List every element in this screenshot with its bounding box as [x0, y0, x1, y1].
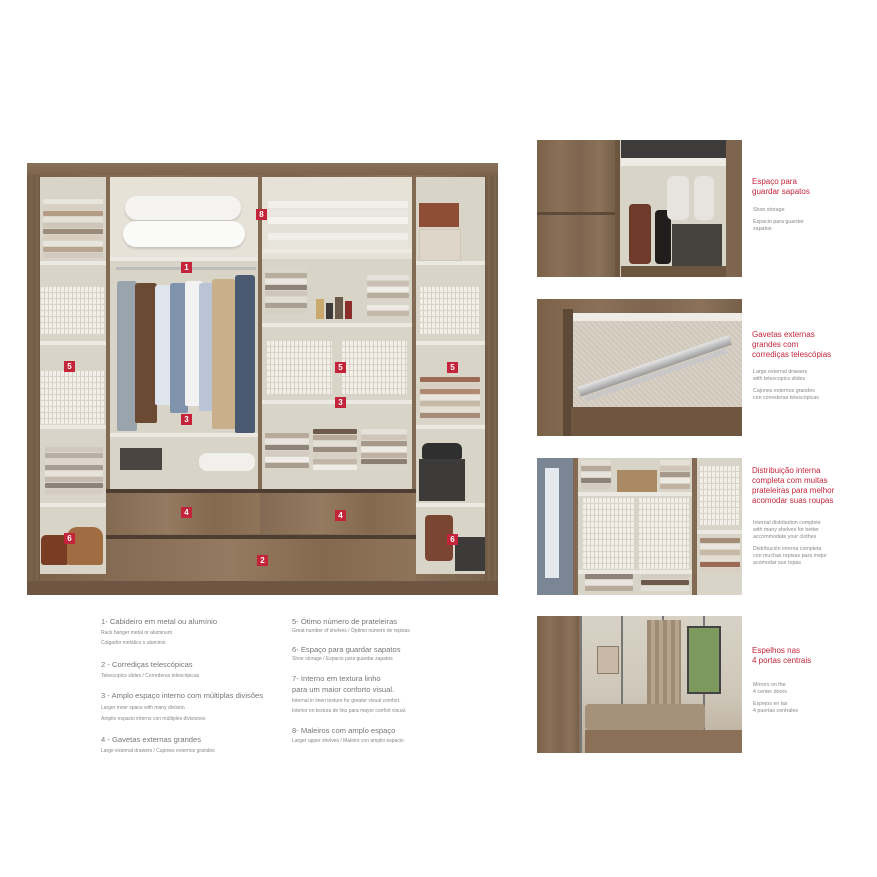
legend-item-4-title: 4 - Gavetas externas grandes [101, 735, 202, 744]
legend-item-2-sub: Telescopics slides / Correderas telescópicas [101, 673, 200, 679]
legend-item-7-title: para um maior conforto visual. [292, 685, 395, 694]
legend-item-2-title: 2 - Corrediças telescópicas [101, 660, 193, 669]
shelf [416, 261, 485, 265]
shelf [416, 503, 485, 507]
feature-2-title: Gavetas externas grandes com corrediças telescópias [752, 330, 832, 359]
wardrobe-top-panel [27, 163, 498, 175]
blanket-stack [268, 201, 408, 249]
badge-6: 6 [447, 534, 458, 545]
right-door [485, 175, 498, 595]
drawer-handle [106, 489, 416, 493]
badge-5: 5 [335, 362, 346, 373]
legend-item-7-sub: Interior en textura de lino para mayor confort visual. [292, 708, 407, 714]
feature-2-sub: Large external drawers with telescopics slides Cajones externos grandes con correderas telescópicas [753, 369, 819, 401]
garment [212, 279, 236, 429]
photo-telescopic-drawer [537, 299, 742, 436]
shoes [629, 204, 651, 264]
sweater-stack [265, 267, 307, 315]
shelf [40, 261, 106, 265]
photo-internal-distribution [537, 458, 742, 595]
feature-1-title: Espaço para guardar sapatos [752, 177, 810, 196]
badge-1: 1 [181, 262, 192, 273]
shoe-box [672, 224, 722, 266]
shirt-stack [41, 371, 104, 425]
badge-4: 4 [335, 510, 346, 521]
towels [199, 453, 255, 471]
shoes [694, 176, 714, 220]
feature-3-title: Distribuição interna completa com muitas prateleiras para melhor acomodar suas roupas [752, 466, 835, 505]
pillow [125, 196, 241, 220]
garment [235, 275, 255, 433]
legend-item-3-sub: Amplio espacio interno con múltiples divisiones [101, 716, 206, 722]
shelf [110, 257, 258, 261]
sweater-stack [361, 429, 407, 471]
badge-3: 3 [181, 414, 192, 425]
shelf [262, 323, 412, 327]
badge-3: 3 [335, 397, 346, 408]
shelf [40, 503, 106, 507]
legend-item-5-sub: Great number of shelves / Óptimo número de repisas [292, 628, 410, 634]
photo-mirror-doors [537, 616, 742, 753]
badge-5: 5 [447, 362, 458, 373]
badge-5: 5 [64, 361, 75, 372]
badge-6: 6 [64, 533, 75, 544]
legend-item-1-sub: Colgador metálico o aluminio [101, 640, 166, 646]
shoes [667, 176, 689, 220]
shelf [110, 433, 258, 437]
sweater-stack [367, 275, 409, 317]
photo-shoe-storage [537, 140, 742, 277]
legend-item-1-title: 1- Cabideiro em metal ou alumínio [101, 617, 218, 626]
shirt-stack [342, 341, 407, 395]
legend-item-4-sub: Large external drawers / Cajones externos grandes [101, 748, 215, 754]
sweater-stack [45, 447, 103, 495]
wardrobe-base [27, 581, 498, 595]
legend-item-3-sub: Larger inner space with many division [101, 705, 185, 711]
shelf [416, 425, 485, 429]
legend-item-5-title: 5- Ótimo número de prateleiras [292, 617, 398, 626]
legend-item-8-title: 8- Maleiros com amplo espaço [292, 726, 396, 735]
feature-4-title: Espelhos nas 4 portas centrais [752, 646, 812, 665]
shoe-box [419, 459, 465, 501]
divider [258, 175, 262, 489]
shoe-box [455, 537, 485, 571]
legend-item-1-sub: Rack hanger metal or aluminunt [101, 630, 172, 636]
legend-item-6-title: 6- Espaço para guardar sapatos [292, 645, 401, 654]
legend-item-7-title: 7- Interno em textura linho [292, 674, 381, 683]
shirt-stack [267, 341, 332, 395]
left-door [27, 175, 40, 595]
feature-4-sub: Mirrors on the 4 center doors Espejos en las 4 puertas centrales [753, 682, 799, 714]
curtain [647, 620, 681, 706]
pillow [123, 221, 245, 247]
garment [117, 281, 137, 431]
shelf [262, 249, 412, 253]
drawer-handle [106, 535, 416, 539]
legend-item-3-title: 3 - Amplo espaço interno com múltiplas divisões [101, 691, 264, 700]
wardrobe-image [27, 163, 498, 595]
badge-2: 2 [257, 555, 268, 566]
shoe-box [120, 448, 162, 470]
sweater-stack [420, 377, 480, 419]
badge-4: 4 [181, 507, 192, 518]
feature-1-sub: Shoe storage Espacio para guardar zapatos [753, 207, 804, 232]
sweater-stack [313, 429, 357, 471]
badge-8: 8 [256, 209, 267, 220]
window [687, 626, 721, 694]
garment [135, 283, 157, 423]
legend-item-6-sub: Shoe storage / Espacio para guardar zapatos [292, 656, 393, 662]
shirt-stack [420, 287, 480, 335]
storage-box [419, 203, 459, 227]
shelf [416, 341, 485, 345]
sweater-stack [265, 433, 309, 469]
shelf [40, 425, 106, 429]
shelf [40, 341, 106, 345]
sweater-stack [43, 199, 103, 259]
legend-item-8-sub: Larger upper shelves / Maleiro con amplio espacio [292, 738, 404, 744]
shirt-stack [41, 287, 104, 335]
storage-box [419, 229, 461, 261]
legend-item-7-sub: Internal in linen texture for greater visual comfort. [292, 698, 401, 704]
feature-3-sub: Internal distribution complete with many shelves for better accommodate your clothes Distribución interna completa con muchas repisas para mejor acomodar sus ropas [753, 520, 827, 566]
shoes [422, 443, 462, 459]
perfume-bottles [316, 291, 356, 321]
